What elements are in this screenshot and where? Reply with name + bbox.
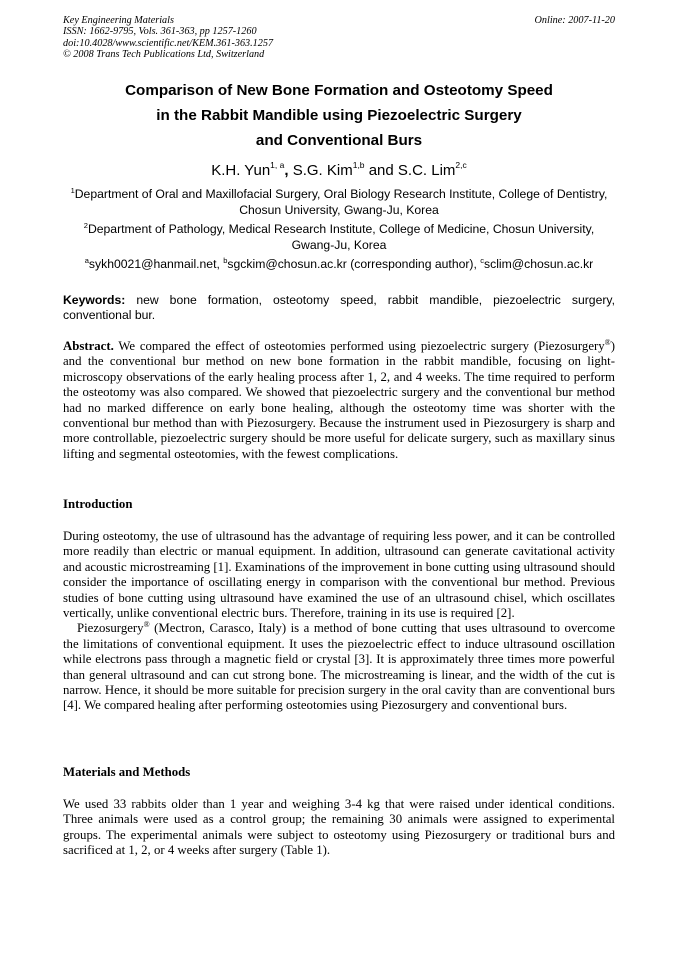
keywords-block	[63, 293, 615, 323]
author-separator: ,	[284, 162, 289, 179]
doi-line: doi:10.4028/www.scientific.net/KEM.361-363.1257	[63, 37, 274, 49]
intro-p2-rest: (Mectron, Carasco, Italy) is a method of bone cutting that uses ultrasound to overcome the limitations of conventional equipment. It uses the piezoelectric effect to induce ultrasound oscillation while electrons pass through a magnetic field or crystal [3]. It is approximately three times more powerful than general ultrasound and can cut strong bone. The microstreaming is linear, and the width of the cut is narrow. Hence, it should be more suitable for precision surgery in the oral cavity than are conventional burs [4]. We compared healing after performing osteotomies using Piezosurgery and conventional burs.	[63, 621, 615, 713]
author-list	[63, 160, 615, 182]
email-c: sclim@chosun.ac.kr	[484, 257, 594, 271]
copyright-line: © 2008 Trans Tech Publications Ltd, Switzerland	[63, 48, 265, 60]
keywords-label: Keywords:	[63, 293, 126, 307]
methods-body	[63, 797, 615, 859]
registered-mark: ®	[143, 620, 150, 630]
journal-header	[63, 15, 615, 60]
methods-paragraph-1: We used 33 rabbits older than 1 year and weighing 3-4 kg that were raised under identical conditions. Three animals were used as a control group; the remaining 30 animals were assigned to experimental groups. The experimental animals were subject to osteotomy using Piezosurgery or traditional burs and sacrificed at 1, 2, or 4 weeks after surgery (Table 1).	[63, 797, 615, 858]
author-3: and S.C. Lim	[364, 162, 456, 179]
abstract-label: Abstract.	[63, 339, 114, 353]
keywords-text: new bone formation, osteotomy speed, rabbit mandible, piezoelectric surgery, conventional bur.	[63, 293, 615, 322]
email-a-marker: a	[84, 256, 89, 265]
intro-p2-start: Piezosurgery	[77, 621, 144, 636]
author-1-affiliation: 1, a	[270, 160, 285, 170]
journal-name: Key Engineering Materials	[63, 15, 174, 26]
title-line-3: and Conventional Burs	[255, 132, 423, 149]
title-line-1: Comparison of New Bone Formation and Osteotomy Speed	[125, 82, 553, 99]
affiliation-2-number: 2	[83, 221, 88, 230]
abstract-block	[63, 339, 615, 462]
introduction-paragraph-2	[63, 621, 615, 713]
methods-heading: Materials and Methods	[63, 765, 191, 779]
introduction-paragraph-1: During osteotomy, the use of ultrasound has the advantage of requiring less power, and it can be controlled more readily than electric or manual equipment. In addition, ultrasound can generate cavitational activity and acoustic microstreaming [1]. Examinations of the improvement in bone cutting using ultrasound should consider the importance of oscillating energy in comparison with the conventional bur method. Previous studies of bone cutting using ultrasound have examined the use of an ultrasound chisel, which oscillates vertically, unlike conventional electric burs. Therefore, training in its use is required [2].	[63, 529, 615, 621]
introduction-body	[63, 529, 615, 714]
email-b-marker: b	[223, 256, 228, 265]
author-2: S.G. Kim	[288, 162, 353, 179]
email-a: sykh0021@hanmail.net,	[88, 257, 224, 271]
abstract-text-1: We compared the effect of osteotomies performed using piezoelectric surgery (Piezosurgery	[113, 339, 605, 353]
registered-mark: ®	[604, 338, 611, 347]
paper-title	[63, 78, 615, 153]
author-1: K.H. Yun	[211, 162, 271, 179]
author-3-affiliation: 2,c	[455, 160, 467, 170]
email-b: sgckim@chosun.ac.kr (corresponding author),	[227, 257, 481, 271]
affiliation-1	[63, 187, 615, 218]
author-emails	[63, 257, 615, 273]
affiliation-2	[63, 222, 615, 253]
affiliation-1-text: Department of Oral and Maxillofacial Surgery, Oral Biology Research Institute, College of Dentistry, Chosun University, Gwang-Ju, Korea	[74, 187, 608, 217]
author-2-affiliation: 1,b	[352, 160, 365, 170]
online-date: Online: 2007-11-20	[534, 15, 615, 26]
introduction-heading: Introduction	[63, 497, 133, 511]
affiliation-1-number: 1	[70, 186, 75, 195]
title-line-2: in the Rabbit Mandible using Piezoelectric Surgery	[156, 107, 522, 124]
email-c-marker: c	[480, 256, 485, 265]
issn-line: ISSN: 1662-9795, Vols. 361-363, pp 1257-1260	[63, 26, 257, 38]
affiliation-2-text: Department of Pathology, Medical Research Institute, College of Medicine, Chosun University, Gwang-Ju, Korea	[87, 222, 595, 252]
abstract-text-2: ) and the conventional bur method on new bone formation in the rabbit mandible, focusing on light-microscopy observations of the early healing process after 1, 2, and 4 weeks. The time required to perform the osteotomy was also compared. We showed that piezoelectric surgery and the conventional bur method had no marked difference on early bone healing, although the osteotomy time was shorter with the conventional bur method than with Piezosurgery. Because the instrument used in Piezosurgery is sharp and more controllable, piezoelectric surgery should be more useful for delicate surgery, such as maxillary sinus lifting and segmental osteotomies, with the fewest complications.	[63, 339, 615, 461]
